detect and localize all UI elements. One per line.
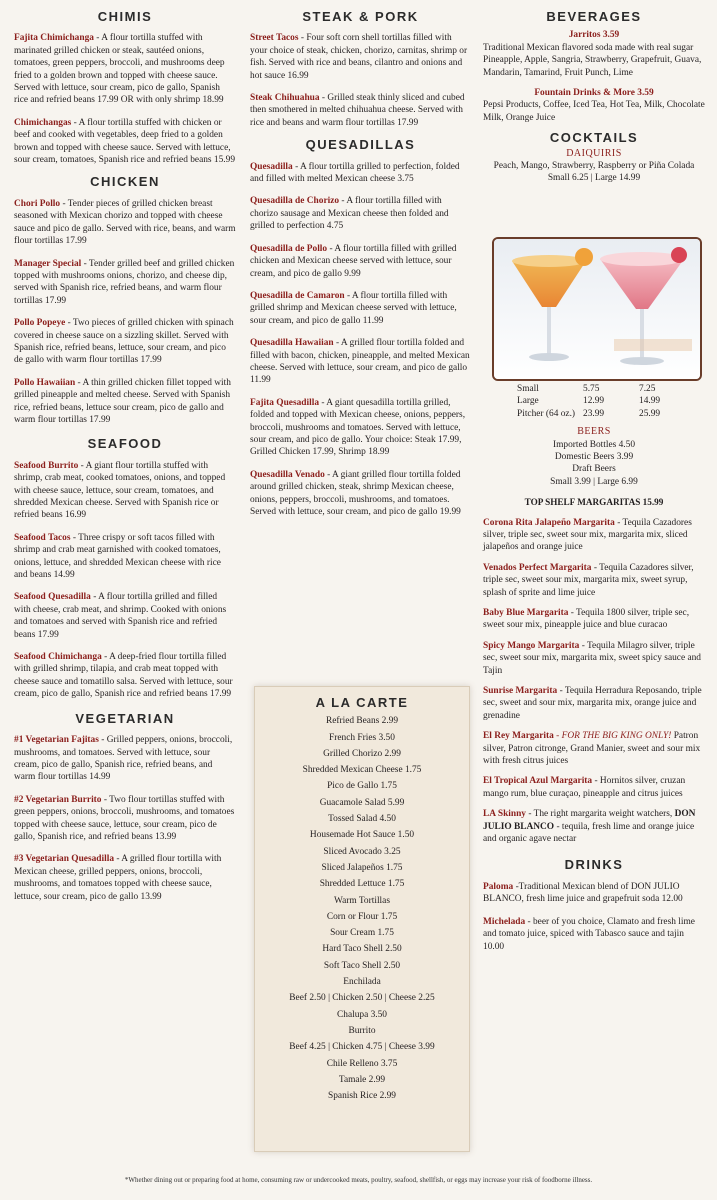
fountain-block	[483, 87, 705, 124]
price-size: Small	[517, 383, 539, 394]
alacarte-line: Refried Beans 2.99	[325, 716, 399, 727]
item-name: Venados Perfect Margarita	[483, 562, 592, 573]
alacarte-line: Warm Tortillas	[334, 895, 390, 906]
item-name: Seafood Chimichanga	[14, 652, 102, 663]
alacarte-line: Shredded Mexican Cheese 1.75	[302, 765, 422, 776]
item-name: Chimichangas	[14, 117, 72, 128]
daiquiris-title: DAIQUIRIS	[566, 147, 622, 159]
item-desc: - beer of you choice, Clamato and fresh lime and tomato juice, spiced with Tabasco sauce and tajin 10.00	[483, 916, 695, 952]
item-name: Paloma	[483, 881, 514, 892]
alacarte-box	[254, 686, 470, 1152]
menu-item	[250, 32, 471, 82]
item-name: Seafood Burrito	[14, 460, 79, 471]
item-desc: - Tequila Milagro silver, triple sec, sweet sour mix, margarita mix, sweet spicy sauce and Tajin	[483, 640, 701, 676]
item-desc: - Tequila Cazadores silver, triple sec, sweet sour mix, margarita mix, sweet syrup, splash of sprite and lime juice	[483, 562, 694, 598]
menu-item	[250, 397, 471, 459]
menu-item	[14, 258, 236, 308]
middle-column	[250, 0, 471, 528]
item-name: Chori Pollo	[14, 198, 61, 209]
section-title-cocktails: COCKTAILS	[549, 130, 639, 146]
price-gold: 14.99	[639, 396, 661, 407]
menu-item	[250, 92, 471, 129]
alacarte-line: Sliced Avocado 3.25	[323, 846, 401, 857]
section-title-chicken: CHICKEN	[90, 174, 160, 190]
menu-item	[250, 469, 471, 519]
section-title-steak-pork: STEAK & PORK	[302, 9, 419, 24]
menu-item	[14, 317, 236, 367]
item-name: Quesadilla Hawaiian	[250, 338, 334, 349]
item-desc: - Two pieces of grilled chicken with spinach covered in cheese sauce on a sizzling skillet. Served with Spanish rice, refried beans, lettuce, sour cream, and pico de gallo with warm flour tortillas 17.99	[14, 318, 234, 366]
right-column	[483, 0, 705, 963]
fountain-name: Fountain Drinks & More 3.59	[534, 88, 654, 99]
menu-item	[14, 651, 236, 701]
alacarte-line: Spanish Rice 2.99	[328, 1091, 396, 1102]
item-desc: - A grilled flour tortilla folded and filled with bacon, chicken, pineapple, and melted Mexican cheese. Served with lettuce, sour cream, and pico de gallo 11.99	[250, 338, 470, 386]
top-shelf-title: TOP SHELF MARGARITAS 15.99	[524, 497, 664, 508]
alacarte-line: Housemade Hot Sauce 1.50	[309, 830, 415, 841]
item-desc: - Tender pieces of grilled chicken breast seasoned with Mexican chorizo and topped with cheese sauce and pico de gallo. Served with rice, beans, and warm flour tortillas 17.99	[14, 198, 236, 247]
item-desc: Patron silver, Patron citronge, Grand Manier, sweet and sour mix with fresh citrus juices	[483, 731, 701, 767]
price-regular: 23.99	[583, 408, 605, 419]
jarritos-name: Jarritos 3.59	[568, 30, 620, 41]
item-desc: - Grilled steak thinly sliced and cubed then smothered in melted chihuahua cheese. Served with rice and beans and warm flour tortillas 17.99	[250, 93, 465, 128]
daiquiris-price: Small 6.25 | Large 14.99	[547, 173, 641, 184]
item-name: Steak Chihuahua	[250, 93, 320, 104]
item-name: Baby Blue Margarita	[483, 607, 569, 618]
item-name: Pollo Popeye	[14, 318, 66, 329]
alacarte-line: Hard Taco Shell 2.50	[322, 944, 402, 955]
alacarte-list	[255, 713, 469, 1104]
beers-block	[483, 426, 705, 488]
price-gold: 7.25	[639, 383, 656, 394]
item-desc: - Grilled peppers, onions, broccoli, mushrooms, and tomatoes. Served with lettuce, sour cream, pico de gallo, Spanish rice, refried beans, and warm flour tortillas 14.99	[14, 735, 233, 783]
item-desc: - A thin grilled chicken fillet topped with grilled pineapple and melted cheese. Served with Spanish rice, refried beans, lettuce sour cream, pico de gallo and warm flour tortillas 17.99	[14, 377, 231, 425]
section-title-seafood: SEAFOOD	[87, 436, 163, 452]
section-title-alacarte: A LA CARTE	[315, 695, 409, 710]
alacarte-line: Grilled Chorizo 2.99	[323, 748, 401, 759]
item-desc: - A deep-fried flour tortilla filled with grilled shrimp, tilapia, and crab meat topped with cheese sauce and tomatillo salsa. Served with lettuce, sour cream, pico de gallo, Spanish rice and refried beans 17.99	[14, 652, 233, 700]
section-title-vegetarian: VEGETARIAN	[75, 710, 175, 726]
item-tagline: - FOR THE BIG KING ONLY!	[553, 731, 672, 742]
alacarte-line: Tossed Salad 4.50	[328, 814, 396, 825]
daiquiris-block	[483, 148, 705, 185]
cocktail-photo	[492, 237, 702, 381]
menu-item	[14, 460, 236, 522]
menu-item	[14, 117, 236, 167]
item-name: Fajita Chimichanga	[14, 33, 94, 44]
item-desc: - A flour tortilla grilled and filled with cheese, crab meat, and shrimp. Cooked with onions and tomatoes and served with Spanish rice and refried beans 17.99	[14, 592, 227, 640]
price-regular: 5.75	[583, 383, 600, 394]
item-desc: - A flour tortilla stuffed with marinated grilled chicken or steak, sautéed onions, tomatoes, green peppers, broccoli, and mushrooms deep fried to a golden brown and topped with cheese sauce. Served with lettuce, sour cream, pico de gallo, Spanish rice and refried beans 17.99 OR with only shrimp 18.99	[14, 33, 225, 106]
menu-item	[483, 730, 705, 767]
alacarte-line: Chile Relleno 3.75	[326, 1058, 398, 1069]
item-desc: - Three crispy or soft tacos filled with shrimp and crab meat garnished with cooked tomatoes, onions, lettuce, and shredded Mexican cheese with rice and beans 14.99	[14, 532, 221, 581]
section-title-beverages: BEVERAGES	[546, 9, 642, 24]
item-name: Quesadilla Venado	[250, 469, 325, 480]
alacarte-line: Tamale 2.99	[338, 1074, 386, 1085]
jarritos-desc: Traditional Mexican flavored soda made with real sugar Pineapple, Apple, Sangria, Strawberry, Grapefruit, Guava, Mandarin, Tamarind, Fruit Punch, Lime	[483, 42, 702, 78]
beer-line: Draft Beers	[572, 464, 616, 475]
menu-item	[483, 808, 705, 845]
menu-item	[250, 290, 471, 327]
item-desc: - A flour tortilla filled with chorizo sausage and Mexican cheese then folded and grilled to perfection 4.75	[250, 196, 449, 232]
section-title-chimis: CHIMIS	[97, 9, 153, 24]
menu-item	[14, 794, 236, 844]
item-desc: - Tequila Herradura Reposando, triple sec, sweet and sour mix, margarita mix, orange juice and grenadine	[483, 686, 702, 721]
beer-line: Domestic Beers 3.99	[554, 451, 634, 462]
item-name: Sunrise Margarita	[483, 686, 558, 696]
alacarte-line: Pico de Gallo 1.75	[327, 781, 397, 792]
item-desc: - Two flour tortillas stuffed with green peppers, onions, broccoli, mushrooms, and tomatoes topped with cheese sauce, lettuce, sour cream, pico de gallo, Spanish rice, and refried beans 13.99	[14, 794, 235, 842]
item-name: Manager Special	[14, 258, 82, 269]
item-desc: - A giant flour tortilla stuffed with shrimp, crab meat, cooked tomatoes, onions, and topped with cheese sauce, lettuce, sour cream, tomatoes, and shredded Mexican cheese. Served with Spanish rice or refried beans 16.99	[14, 460, 226, 521]
item-desc: - Tender grilled beef and grilled chicken topped with mushrooms onions, chorizo, and cheese dip, served with Spanish rice, refried beans, and warm flour tortillas 17.99	[14, 258, 235, 306]
alacarte-line: Burrito	[348, 1025, 376, 1036]
alacarte-line: French Fries 3.50	[329, 732, 395, 743]
item-desc: - A grilled flour tortilla with Mexican cheese, grilled peppers, onions, broccoli, mushrooms, and tomatoes topped with cheese sauce, lettuce, sour cream, pico de gallo 13.99	[14, 854, 222, 902]
alacarte-line: Sliced Jalapeños 1.75	[321, 862, 403, 873]
menu-item	[483, 517, 705, 554]
menu-item	[250, 337, 471, 387]
alacarte-line: Corn or Flour 1.75	[326, 911, 398, 922]
price-size: Pitcher (64 oz.)	[517, 408, 576, 419]
beers-title: BEERS	[577, 426, 611, 438]
item-name: Quesadilla de Pollo	[250, 243, 328, 254]
section-title-quesadillas: QUESADILLAS	[305, 137, 416, 153]
item-brand: DON JULIO BLANCO	[483, 809, 696, 832]
item-name: Quesadilla de Chorizo	[250, 196, 340, 207]
item-name: LA Skinny	[483, 809, 526, 820]
alacarte-line: Sour Cream 1.75	[330, 928, 394, 939]
alacarte-line: Shredded Lettuce 1.75	[319, 879, 405, 890]
price-size: Large	[517, 396, 539, 407]
menu-item	[250, 195, 471, 232]
item-desc: - tequila, fresh lime and orange juice and organic agave nectar	[483, 821, 695, 845]
alacarte-line: Beef 4.25 | Chicken 4.75 | Cheese 3.99	[289, 1042, 435, 1053]
item-desc: - A flour tortilla filled with grilled chicken and Mexican cheese served with lettuce, sour cream, and pico de gallo 9.99	[250, 243, 457, 279]
jarritos-block	[483, 29, 705, 79]
alacarte-line: Guacamole Salad 5.99	[319, 797, 405, 808]
item-name: Pollo Hawaiian	[14, 377, 76, 388]
item-desc: - Tequila Cazadores silver, triple sec, sweet sour mix, margarita mix, sliced jalapeños and orange juice	[483, 517, 692, 553]
menu-item	[483, 562, 705, 599]
alacarte-line: Enchilada	[343, 977, 381, 988]
item-desc: - Hornitos silver, cruzan mango rum, blue curaçao, pineapple and citrus juices	[483, 776, 686, 799]
menu-item	[250, 161, 471, 186]
menu-item	[483, 775, 705, 800]
item-desc: - The right margarita weight watchers,	[526, 809, 675, 820]
menu-item	[14, 377, 236, 427]
menu-item	[483, 640, 705, 677]
section-title-drinks: DRINKS	[564, 857, 624, 873]
item-name: #3 Vegetarian Quesadilla	[14, 854, 115, 865]
item-name: Street Tacos	[250, 33, 299, 44]
item-name: Quesadilla	[250, 161, 293, 172]
menu-item	[14, 532, 236, 582]
menu-item	[14, 734, 236, 784]
item-desc: - A flour tortilla grilled to perfection, folded and filled with melted Mexican cheese 3.75	[250, 161, 460, 185]
item-desc: - A giant grilled flour tortilla folded around grilled chicken, steak, shrimp Mexican cheese, onions, peppers, broccoli, mushrooms, and tomatoes. Served with lettuce, sour cream, and pico de gallo 19.99	[250, 469, 461, 517]
item-name: #2 Vegetarian Burrito	[14, 794, 102, 805]
daiquiris-flavors: Peach, Mango, Strawberry, Raspberry or Piña Colada	[493, 161, 695, 172]
item-name: Seafood Tacos	[14, 532, 71, 543]
menu-item	[483, 685, 705, 722]
menu-item	[250, 243, 471, 280]
price-regular: 12.99	[583, 396, 605, 407]
footer-disclaimer: *Whether dining out or preparing food at home, consuming raw or undercooked meats, poultry, seafood, shellfish, or eggs may increase your risk of foodborne illness.	[124, 1176, 593, 1184]
menu-item	[14, 32, 236, 106]
item-name: El Rey Margarita	[483, 731, 554, 742]
cocktail-image	[494, 239, 700, 379]
menu-item	[14, 591, 236, 641]
menu-item	[483, 881, 705, 906]
item-name: Quesadilla de Camaron	[250, 290, 345, 301]
alacarte-line: Soft Taco Shell 2.50	[323, 960, 401, 971]
item-desc: - Four soft corn shell tortillas filled with your choice of steak, chicken, chorizo, carnitas, shrimp or fish. Served with rice and beans, cilantro and onions and hot sauce 16.99	[250, 33, 468, 81]
alacarte-line: Beef 2.50 | Chicken 2.50 | Cheese 2.25	[289, 993, 435, 1004]
item-name: Corona Rita Jalapeño Margarita	[483, 517, 615, 528]
menu-item	[483, 607, 705, 632]
menu-item	[14, 198, 236, 248]
item-name: Fajita Quesadilla	[250, 397, 320, 408]
item-name: El Tropical Azul Margarita	[483, 776, 593, 787]
item-desc: -Traditional Mexican blend of DON JULIO BLANCO, fresh lime juice and grapefruit soda 12.00	[483, 881, 683, 905]
item-desc: - A giant quesadilla tortilla grilled, folded and topped with Mexican cheese, onions, peppers, broccoli, mushrooms and tomatoes. Served with lettuce, sour cream, and pico de gallo. Your choice: Steak 17.99, Grilled Chicken 17.99, Shrimp 18.99	[250, 397, 466, 458]
fountain-desc: Pepsi Products, Coffee, Iced Tea, Hot Tea, Milk, Chocolate Milk, Orange Juice	[483, 100, 705, 123]
item-desc: - A flour tortilla filled with grilled shrimp and Mexican cheese served with lettuce, sour cream, and pico de gallo 11.99	[250, 290, 457, 326]
item-desc: - Tequila 1800 silver, triple sec, sweet sour mix, pineapple juice and blue curacao	[483, 607, 690, 631]
item-name: #1 Vegetarian Fajitas	[14, 735, 99, 746]
beer-line: Imported Bottles 4.50	[552, 439, 636, 450]
item-name: Michelada	[483, 916, 526, 927]
price-gold: 25.99	[639, 408, 661, 419]
menu-item	[14, 853, 236, 903]
beer-line: Small 3.99 | Large 6.99	[550, 476, 638, 487]
item-name: Seafood Quesadilla	[14, 592, 91, 603]
left-column	[14, 0, 236, 913]
menu-item	[483, 916, 705, 953]
item-desc: - A flour tortilla stuffed with chicken or beef and cooked with vegetables, deep fried to a golden brown and topped with cheese sauce. Served with lettuce, sour cream, tomatoes, Spanish rice and refried beans 15.99	[14, 117, 236, 166]
item-name: Spicy Mango Margarita	[483, 640, 580, 651]
alacarte-line: Chalupa 3.50	[337, 1009, 387, 1020]
